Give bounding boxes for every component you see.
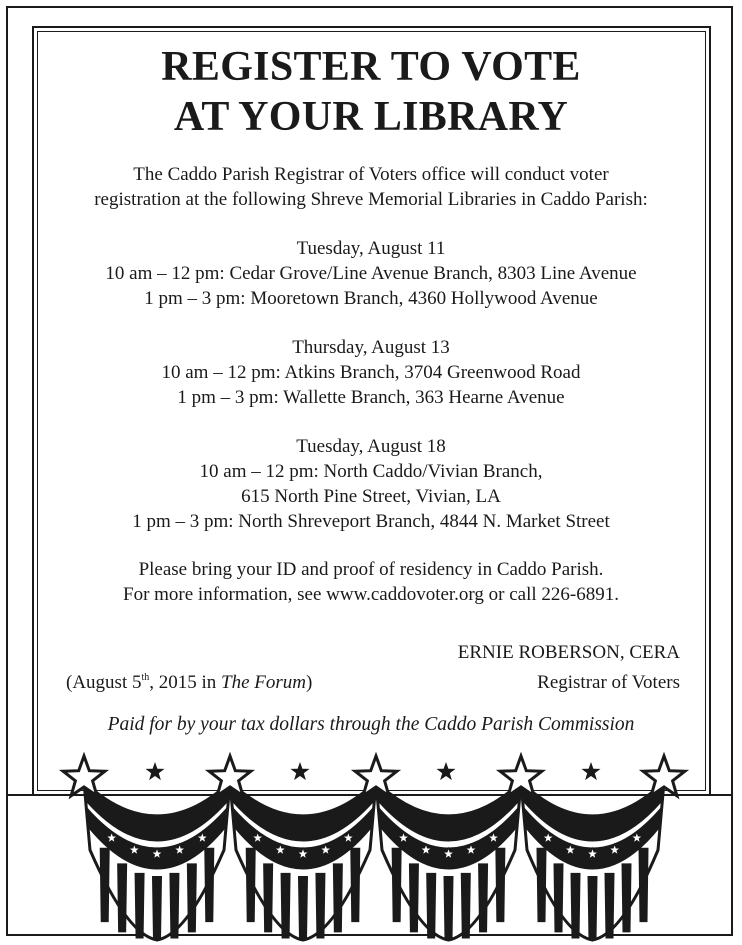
publication-open: (August 5 [66,672,142,693]
bunting-stripe [246,848,255,921]
schedule-line: 10 am – 12 pm: Atkins Branch, 3704 Greenwood Road [161,362,581,383]
schedule-day: Tuesday, August 11 [296,238,446,259]
bunting-stripe [205,848,214,921]
bunting-stripe [299,877,308,941]
intro-paragraph [40,162,702,212]
notice-body [40,38,702,607]
publication-ordinal: th [141,672,150,683]
bunting-swag [230,782,376,940]
small-star [582,762,601,780]
bunting-stripe [100,848,109,921]
schedule-day: Tuesday, August 18 [296,436,446,457]
bunting-stripe [554,864,563,932]
bunting-stripe [392,848,401,921]
publication-close: ) [306,672,313,693]
bunting-stripe [316,873,325,938]
bunting-stripe [639,848,648,921]
publication-middle: , 2015 in [149,672,222,693]
bunting-stripe [118,864,127,932]
bunting-stripe [461,873,470,938]
bunting-swag [521,782,664,940]
schedule-line: 1 pm – 3 pm: Wallette Branch, 363 Hearne Avenue [177,387,565,408]
schedule-line: 10 am – 12 pm: Cedar Grove/Line Avenue Branch, 8303 Line Avenue [105,263,637,284]
small-star [437,762,456,780]
bunting-stripe [409,864,418,932]
bunting-stripe [281,873,290,938]
headline [40,42,702,142]
schedule-line: 1 pm – 3 pm: Mooretown Branch, 4360 Hollywood Avenue [144,288,598,309]
publication-paper: The Forum [221,672,307,693]
publication-credit [66,672,312,694]
bunting-stripe [135,873,144,938]
signature-title: Registrar of Voters [537,672,680,693]
headline-line-1: REGISTER TO VOTE [161,44,581,90]
bunting-stripe [537,848,546,921]
bunting-stripe [571,873,580,938]
bunting-stripe [187,864,196,932]
bunting-stripe [153,877,162,941]
closing-paragraph [40,557,702,607]
headline-line-2: AT YOUR LIBRARY [173,94,569,140]
small-star [291,762,310,780]
bunting-stripe [605,873,614,938]
patriotic-bunting-with-stars-icon [0,740,742,945]
schedule-line: 10 am – 12 pm: North Caddo/Vivian Branch, [199,461,543,482]
bunting-stripe [444,877,453,941]
schedule-line: 1 pm – 3 pm: North Shreveport Branch, 4844 N. Market Street [132,511,610,532]
closing-line-1: Please bring your ID and proof of residency in Caddo Parish. [138,559,604,580]
bunting-stripe [333,864,342,932]
schedule-day: Thursday, August 13 [292,337,450,358]
bunting-stripe [351,848,360,921]
small-star [146,762,165,780]
bunting-stripe [496,848,505,921]
bunting-swag [376,782,521,940]
bunting-stripe [264,864,273,932]
intro-line-2: registration at the following Shreve Memorial Libraries in Caddo Parish: [94,189,648,210]
bunting-stripe [622,864,631,932]
closing-line-2: For more information, see www.caddovoter.org or call 226-6891. [123,584,619,605]
schedule-line: 615 North Pine Street, Vivian, LA [241,486,501,507]
bunting-stripe [427,873,436,938]
bunting-swag [84,782,230,940]
schedule-block-1 [40,236,702,311]
bunting-stripe [588,877,597,941]
bunting-stripe [170,873,179,938]
bunting-stripe [479,864,488,932]
signature-name: ERNIE ROBERSON, CERA [457,642,680,663]
schedule-block-3 [40,434,702,534]
paid-notice: Paid for by your tax dollars through the Caddo Parish Commission [107,714,635,735]
intro-line-1: The Caddo Parish Registrar of Voters office will conduct voter [133,164,609,185]
schedule-block-2 [40,335,702,410]
